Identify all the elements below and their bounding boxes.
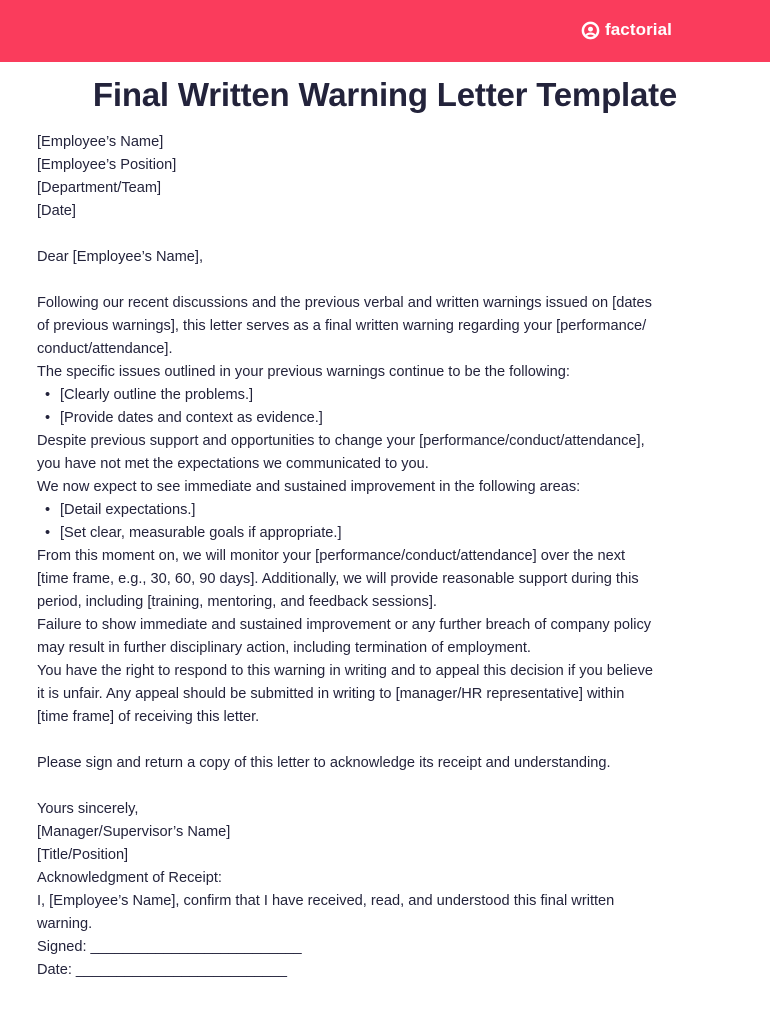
manager-name-line: [Manager/Supervisor’s Name] (37, 824, 231, 840)
salutation: Dear [Employee’s Name], (37, 249, 204, 265)
list-item-text: [Clearly outline the problems.] (60, 387, 254, 403)
date-signature-line: Date: __________________________ (37, 962, 287, 978)
paragraph-consequences (37, 614, 737, 660)
text-line: Following our recent discussions and the previous verbal and written warnings issued on [dates (37, 295, 652, 311)
text-line: warning. (37, 916, 93, 932)
list-item-text: [Set clear, measurable goals if appropriate.] (60, 525, 342, 541)
paragraph-expectations (37, 430, 737, 476)
letter-body (37, 131, 737, 982)
issues-list (37, 384, 737, 430)
employee-name-line: [Employee’s Name] (37, 134, 164, 150)
signed-line: Signed: __________________________ (37, 939, 302, 955)
page-title: Final Written Warning Letter Template (92, 76, 678, 113)
improvements-list (37, 499, 737, 545)
text-line: I, [Employee’s Name], confirm that I have received, read, and understood this final written (37, 893, 615, 909)
sign-off: Yours sincerely, (37, 801, 139, 817)
department-line: [Department/Team] (37, 180, 162, 196)
list-item: • [Clearly outline the problems.] (37, 384, 737, 407)
acknowledgment-text (37, 890, 737, 936)
brand-name: factorial (604, 20, 672, 39)
list-item-text: [Provide dates and context as evidence.] (60, 410, 323, 426)
list-item: • [Provide dates and context as evidence.] (37, 407, 737, 430)
employee-position-line: [Employee’s Position] (37, 157, 177, 173)
recipient-block (37, 131, 737, 223)
text-line: Despite previous support and opportunities to change your [performance/conduct/attendance], (37, 433, 645, 449)
text-line: [time frame] of receiving this letter. (37, 709, 260, 725)
text-line: From this moment on, we will monitor your [performance/conduct/attendance] over the next (37, 548, 626, 564)
factorial-logo-icon (581, 21, 600, 40)
text-line: You have the right to respond to this warning in writing and to appeal this decision if you believe (37, 663, 654, 679)
issues-intro: The specific issues outlined in your previous warnings continue to be the following: (37, 364, 570, 380)
closing-block (37, 798, 737, 890)
text-line: period, including [training, mentoring, and feedback sessions]. (37, 594, 437, 610)
text-line: it is unfair. Any appeal should be submitted in writing to [manager/HR representative] within (37, 686, 625, 702)
brand-header (0, 0, 770, 62)
list-item: • [Set clear, measurable goals if appropriate.] (37, 522, 737, 545)
text-line: you have not met the expectations we communicated to you. (37, 456, 429, 472)
list-item: • [Detail expectations.] (37, 499, 737, 522)
text-line: of previous warnings], this letter serves as a final written warning regarding your [performance/ (37, 318, 647, 334)
date-line: [Date] (37, 203, 76, 219)
paragraph-monitoring (37, 545, 737, 614)
list-item-text: [Detail expectations.] (60, 502, 196, 518)
factorial-logo[interactable] (581, 20, 672, 40)
improvement-intro: We now expect to see immediate and sustained improvement in the following areas: (37, 479, 581, 495)
title-position-line: [Title/Position] (37, 847, 129, 863)
text-line: Failure to show immediate and sustained improvement or any further breach of company policy (37, 617, 652, 633)
paragraph-appeal (37, 660, 737, 729)
text-line: may result in further disciplinary action, including termination of employment. (37, 640, 531, 656)
paragraph-warning-intro (37, 292, 737, 361)
text-line: conduct/attendance]. (37, 341, 173, 357)
paragraph-sign-return: Please sign and return a copy of this letter to acknowledge its receipt and understanding. (37, 755, 611, 771)
acknowledgment-heading: Acknowledgment of Receipt: (37, 870, 222, 886)
text-line: [time frame, e.g., 30, 60, 90 days]. Additionally, we will provide reasonable support during this (37, 571, 639, 587)
